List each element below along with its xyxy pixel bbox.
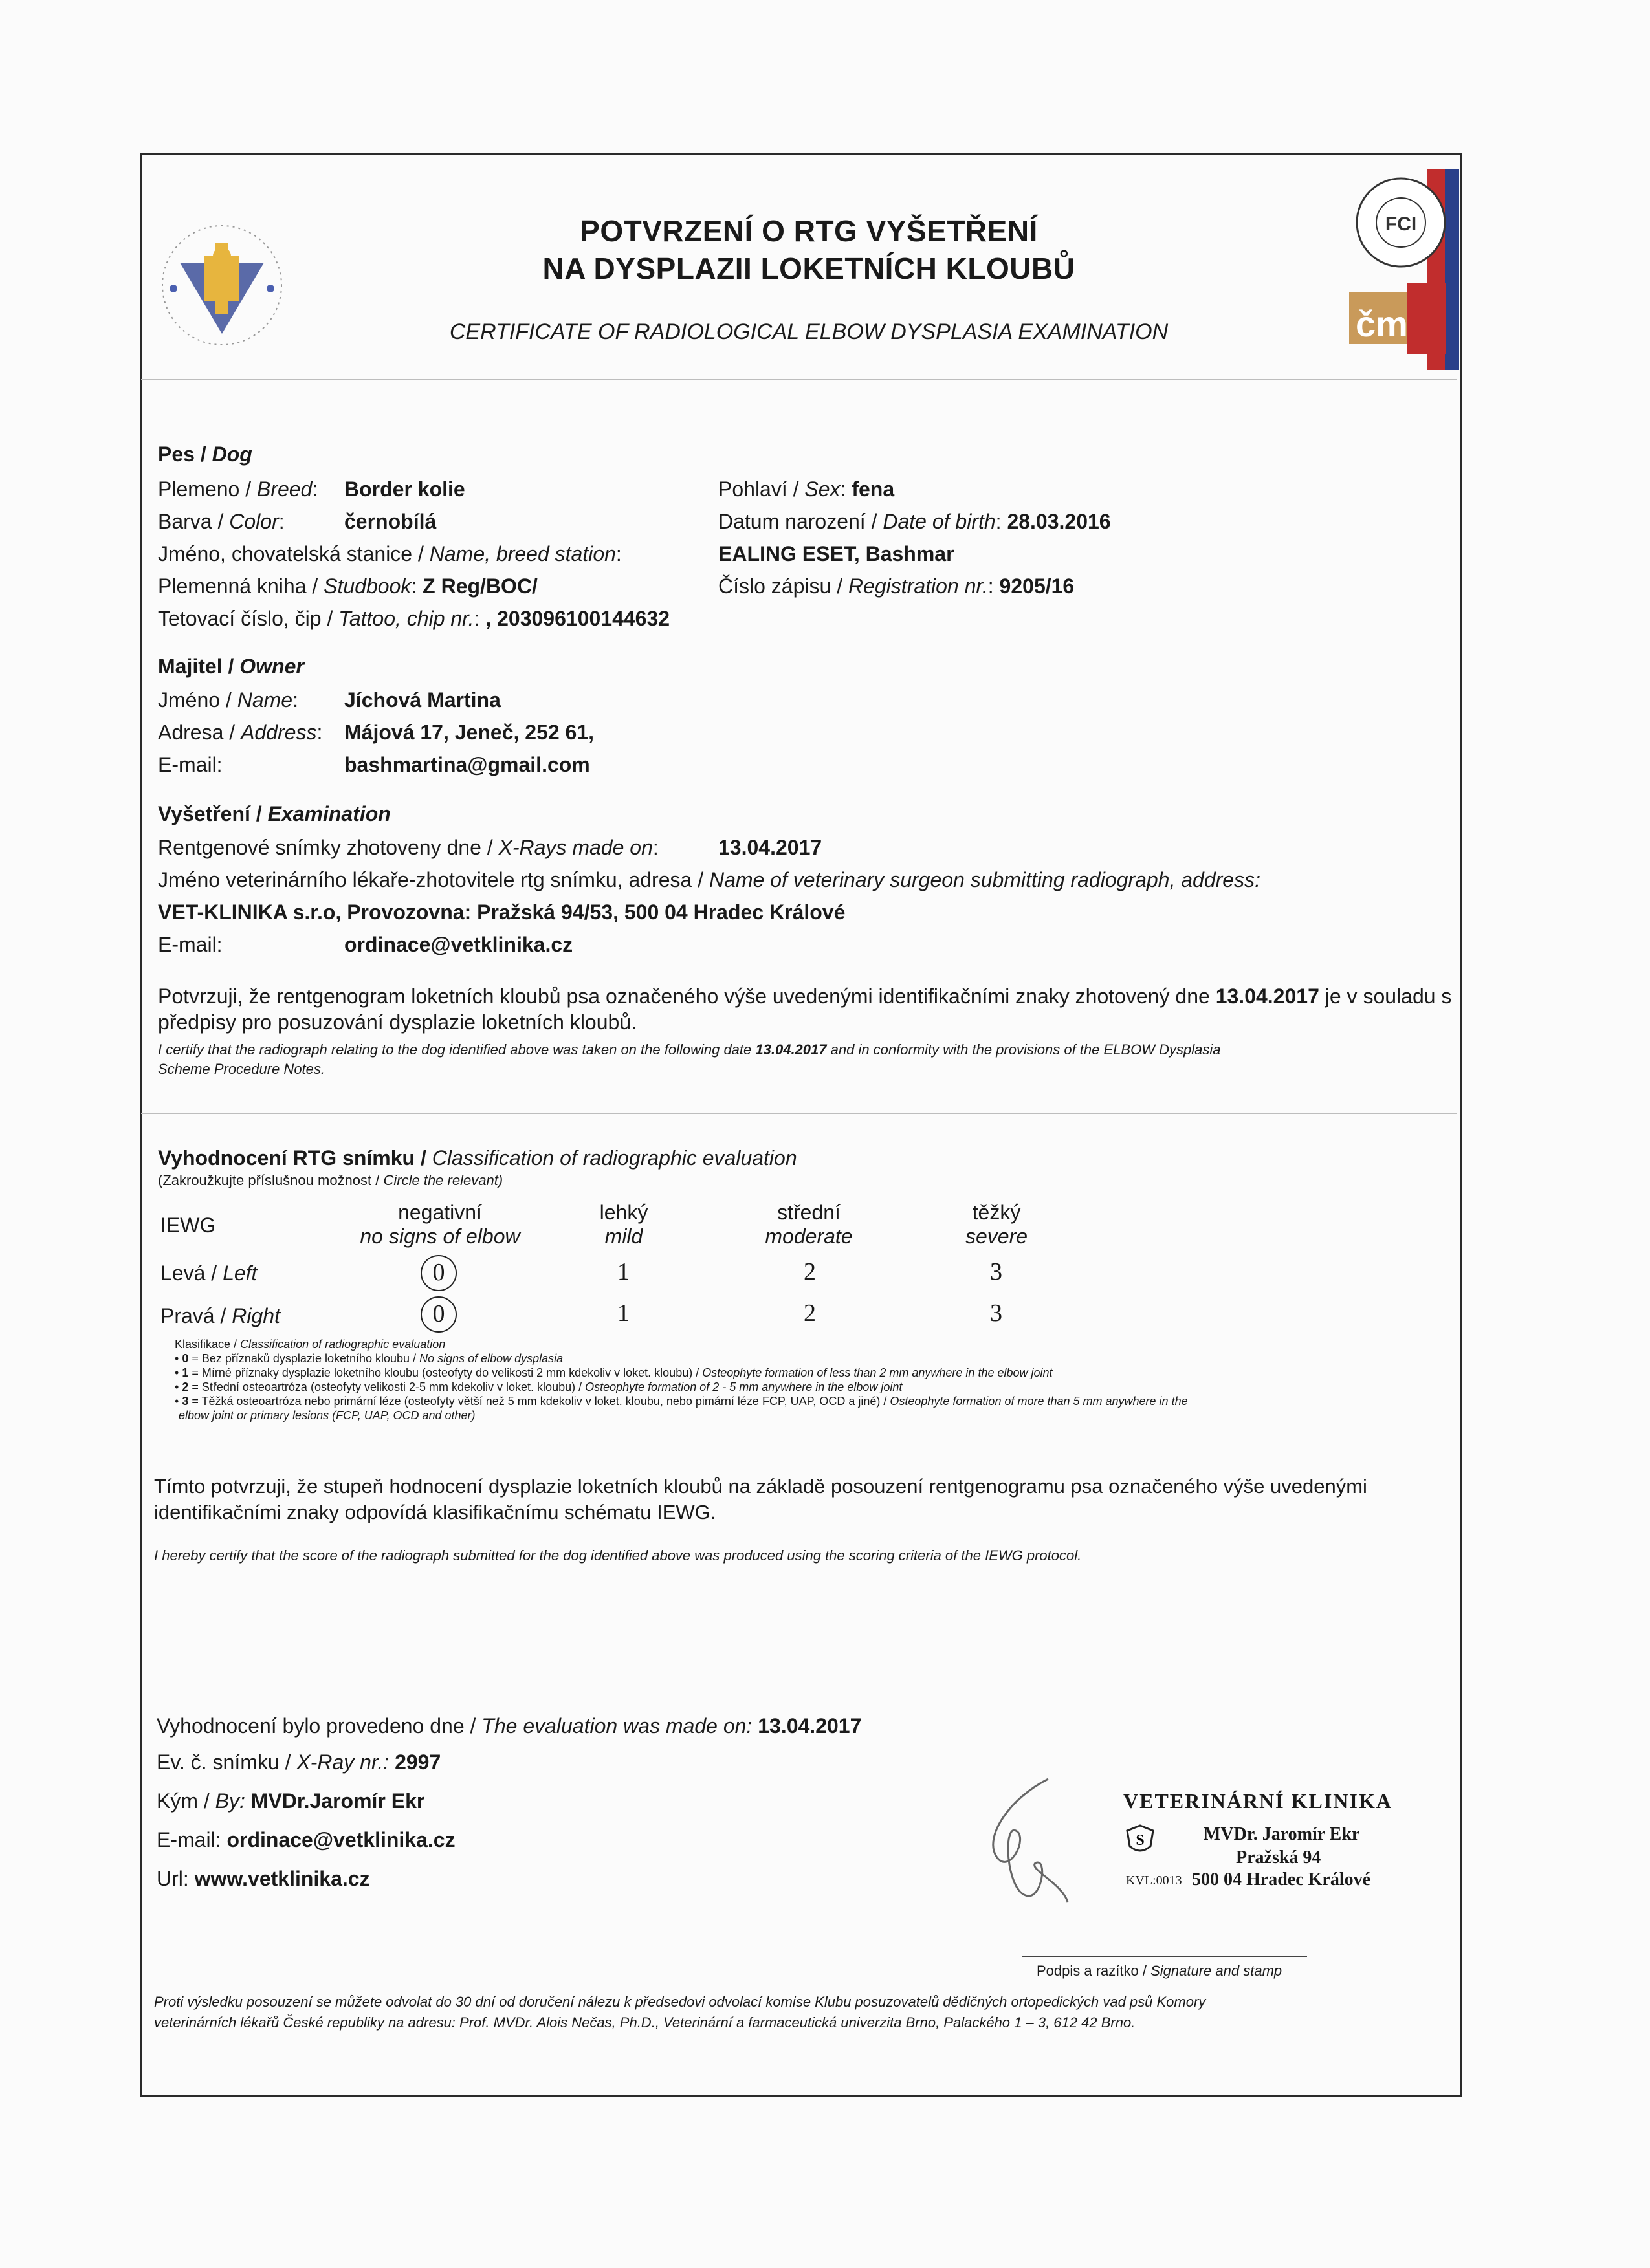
title-line2: NA DYSPLAZII LOKETNÍCH KLOUBŮ: [542, 252, 1075, 285]
right-grade-3[interactable]: 3: [990, 1300, 1002, 1327]
confirm-cz-line2: předpisy pro posuzování dysplazie loketních kloubů.: [158, 1010, 637, 1034]
eval-date-row: Vyhodnocení bylo provedeno dne / The evaluation was made on: 13.04.2017: [157, 1714, 862, 1738]
confirm-en-line2: Scheme Procedure Notes.: [158, 1061, 325, 1077]
legend-2: • 2 = Střední osteoartróza (osteofyty velikosti 2-5 mm kdekoliv v loket. kloubu) / Osteophyte formation of 2 - 5 mm anywhere in the elbow joint: [175, 1380, 903, 1393]
footer-url-row: Url: www.vetklinika.cz: [157, 1867, 370, 1890]
fci-text: FCI: [1385, 213, 1417, 235]
color-label: Barva / Color:: [158, 510, 285, 533]
tattoo-row: Tetovací číslo, čip / Tattoo, chip nr.: , 203096100144632: [158, 607, 670, 630]
xrays-value: 13.04.2017: [718, 836, 822, 859]
evaluation-note: (Zakroužkujte příslušnou možnost / Circle the relevant): [158, 1172, 503, 1188]
clinic-address: VET-KLINIKA s.r.o, Provozovna: Pražská 94/53, 500 04 Hradec Králové: [158, 900, 846, 924]
owner-address-label: Adresa / Address:: [158, 721, 323, 744]
statement-en: I hereby certify that the score of the radiograph submitted for the dog identified above was produced using the scoring criteria of the IEWG protocol.: [154, 1547, 1082, 1564]
by-row: Kým / By: MVDr.Jaromír Ekr: [157, 1789, 425, 1813]
appeal-line2: veterinárních lékařů České republiky na adresu: Prof. MVDr. Alois Nečas, Ph.D., Veterinární a farmaceutická univerzita Brno, Palackého 1 – 3, 612 42 Brno.: [154, 2014, 1136, 2031]
evaluation-divider: [141, 1113, 1457, 1114]
dob-row: Datum narození / Date of birth: 28.03.2016: [718, 510, 1111, 533]
registration-row: Číslo zápisu / Registration nr.: 9205/16: [718, 574, 1075, 598]
legend-title: Klasifikace / Classification of radiographic evaluation: [175, 1338, 446, 1351]
legend-3: • 3 = Těžká osteoartróza nebo primární léze (osteofyty větší než 5 mm kdekoliv v loket. kloubu, nebo pimární léze FCP, UAP, OCD a jiné) / Osteophyte formation of more than 5 mm anywhere in the: [175, 1395, 1188, 1408]
svg-text:S: S: [1136, 1832, 1145, 1849]
owner-email-value: bashmartina@gmail.com: [344, 753, 590, 776]
stamp-title: VETERINÁRNÍ KLINIKA: [1123, 1789, 1392, 1813]
stamp-line2: Pražská 94: [1236, 1848, 1321, 1868]
header-divider: [141, 379, 1457, 380]
title-line1: POTVRZENÍ O RTG VYŠETŘENÍ: [580, 214, 1038, 248]
legend-0: • 0 = Bez příznaků dysplazie loketního kloubu / No signs of elbow dysplasia: [175, 1352, 564, 1365]
exam-section-title: Vyšetření / Examination: [158, 802, 391, 825]
left-grade-1[interactable]: 1: [617, 1258, 630, 1285]
row-left-label: Levá / Left: [160, 1261, 258, 1285]
row-right-label: Pravá / Right: [160, 1304, 280, 1327]
left-grade-0-circled[interactable]: 0: [421, 1255, 457, 1291]
breed-value: Border kolie: [344, 477, 465, 501]
stamp-shield-icon: [1126, 1824, 1154, 1857]
name-station-label: Jméno, chovatelská stanice / Name, breed station:: [158, 542, 622, 565]
signature-caption: Podpis a razítko / Signature and stamp: [1037, 1963, 1282, 1979]
svg-text:čm: čm: [1356, 303, 1408, 344]
dog-section-title: Pes / Dog: [158, 442, 252, 466]
left-grade-2[interactable]: 2: [804, 1258, 816, 1285]
owner-email-label: E-mail:: [158, 753, 223, 776]
stamp-line1: MVDr. Jaromír Ekr: [1204, 1824, 1360, 1844]
vet-email-label: E-mail:: [158, 933, 223, 956]
owner-name-value: Jíchová Martina: [344, 688, 501, 712]
appeal-line1: Proti výsledku posouzení se můžete odvolat do 30 dní od doručení nálezu k předsedovi odvolací komise Klubu posuzovatelů dědičných ortopedických vad psů Komory: [154, 1994, 1206, 2010]
stamp-kvl: KVL:0013: [1126, 1873, 1182, 1888]
owner-name-label: Jméno / Name:: [158, 688, 298, 712]
confirm-en-line1: I certify that the radiograph relating to the dog identified above was taken on the following date 13.04.2017 and in conformity with the provisions of the ELBOW Dysplasia: [158, 1041, 1221, 1058]
col-mild: lehký mild: [599, 1201, 648, 1248]
stamp-line3: 500 04 Hradec Králové: [1192, 1870, 1371, 1890]
left-grade-3[interactable]: 3: [990, 1258, 1002, 1285]
handwritten-signature: [971, 1760, 1087, 1915]
vet-label: Jméno veterinárního lékaře-zhotovitele rtg snímku, adresa / Name of veterinary surgeon submitting radiograph, address:: [158, 868, 1260, 891]
owner-section-title: Majitel / Owner: [158, 655, 304, 678]
color-value: černobílá: [344, 510, 437, 533]
xray-nr-row: Ev. č. snímku / X-Ray nr.: 2997: [157, 1750, 441, 1774]
footer-email-row: E-mail: ordinace@vetklinika.cz: [157, 1828, 456, 1851]
statement-cz-line2: identifikačními znaky odpovídá klasifikačnímu schématu IEWG.: [154, 1501, 716, 1523]
right-grade-1[interactable]: 1: [617, 1300, 630, 1327]
col-negative: negativní no signs of elbow: [360, 1201, 520, 1248]
statement-cz-line1: Tímto potvrzuji, že stupeň hodnocení dysplazie loketních kloubů na základě posouzení rentgenogramu psa označeného výše uvedenými: [154, 1475, 1367, 1498]
col-moderate: střední moderate: [765, 1201, 853, 1248]
vet-email-value: ordinace@vetklinika.cz: [344, 933, 573, 956]
subtitle: CERTIFICATE OF RADIOLOGICAL ELBOW DYSPLASIA EXAMINATION: [449, 320, 1169, 344]
dog-name-value: EALING ESET, Bashmar: [718, 542, 954, 565]
confirm-cz-line1: Potvrzuji, že rentgenogram loketních kloubů psa označeného výše uvedenými identifikačními znaky zhotovený dne 13.04.2017 je v souladu s: [158, 985, 1452, 1008]
scheme-label: IEWG: [160, 1214, 216, 1237]
sex-row: Pohlaví / Sex: fena: [718, 477, 895, 501]
col-severe: těžký severe: [965, 1201, 1028, 1248]
legend-3-cont: elbow joint or primary lesions (FCP, UAP, OCD and other): [179, 1409, 476, 1422]
owner-address-value: Májová 17, Jeneč, 252 61,: [344, 721, 595, 744]
studbook-row: Plemenná kniha / Studbook: Z Reg/BOC/: [158, 574, 538, 598]
evaluation-title: Vyhodnocení RTG snímku / Classification of radiographic evaluation: [158, 1146, 797, 1170]
xrays-label: Rentgenové snímky zhotoveny dne / X-Rays made on:: [158, 836, 659, 859]
right-grade-0-circled[interactable]: 0: [421, 1296, 457, 1333]
right-grade-2[interactable]: 2: [804, 1300, 816, 1327]
legend-1: • 1 = Mírné příznaky dysplazie loketního kloubu (osteofyty do velikosti 2 mm kdekoliv v loket. kloubu) / Osteophyte formation of less than 2 mm anywhere in the elbow joint: [175, 1366, 1053, 1379]
signature-line: [1022, 1956, 1307, 1957]
breed-label: Plemeno / Breed:: [158, 477, 318, 501]
